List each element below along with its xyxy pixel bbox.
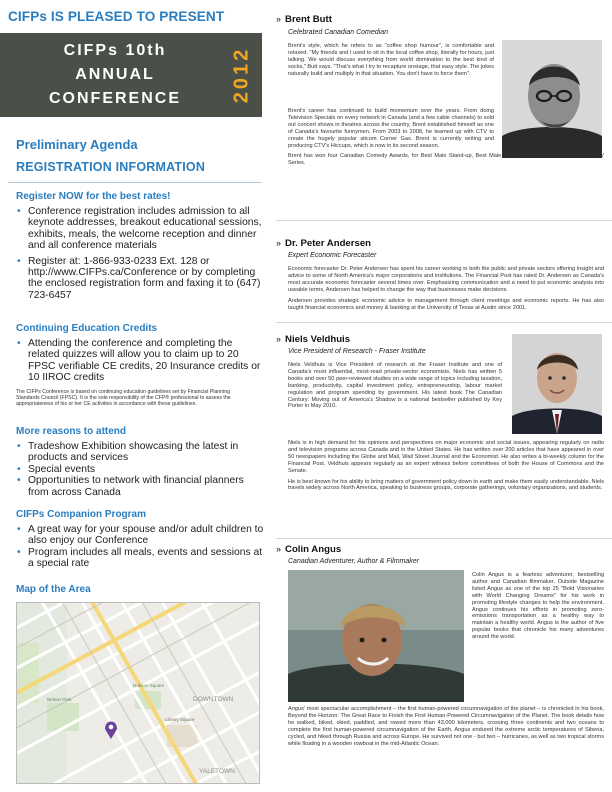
- speaker-photo-colin: [288, 570, 464, 702]
- speaker-bio-continued: [288, 440, 604, 496]
- speaker-bio: [288, 266, 604, 315]
- speaker-title: Canadian Adventurer, Author & Filmmaker: [288, 558, 419, 565]
- speaker-bio-continued: [288, 108, 604, 171]
- list-item: • A great way for your spouse and/or adult children to also enjoy our Conference: [16, 524, 266, 547]
- speaker-photo-niels: [512, 334, 602, 434]
- divider: [276, 322, 612, 323]
- pleased-to-present-heading: CIFPs IS PLEASED TO PRESENT: [8, 9, 225, 24]
- speaker-bio-continued: [288, 706, 604, 751]
- speaker-bio: [288, 362, 502, 414]
- speaker-name: [276, 334, 350, 345]
- speaker-name: [276, 238, 371, 249]
- map-graphic: [17, 603, 260, 784]
- arrow-icon: »: [276, 14, 282, 24]
- register-section: [16, 191, 266, 305]
- speaker-name: [276, 544, 341, 555]
- companion-section: [16, 509, 266, 570]
- list-item: • Tradeshow Exhibition showcasing the latest in products and services: [16, 441, 266, 464]
- registration-information-heading: REGISTRATION INFORMATION: [16, 160, 206, 174]
- list-item: • Program includes all meals, events and sessions at a special rate: [16, 547, 266, 570]
- bio-paragraph: Colin Angus is a fearless adventurer, bestselling author and Canadian filmmaker. Outside Magazine listed Angus as one of the top 25 "Bold Visionaries with World Changing Dreams" for his work in promoting lifestyle changes to help the environment. Angus continues his efforts in promoting zero-emissions transportation as a healthy way to maintain a healthy world. Angus is the author of five popular books that chronicle his many adventures around the world.: [472, 572, 604, 641]
- companion-heading: CIFPs Companion Program: [16, 509, 147, 520]
- speaker-title: Vice President of Research - Fraser Institute: [288, 348, 426, 355]
- list-item: • Conference registration includes admission to all keynote addresses, breakout educational sessions, exhibits, meals, the welcome reception and dinner and all conference materials: [16, 206, 266, 252]
- bio-paragraph: Angus' most spectacular accomplishment – the first human-powered circumnavigation of the planet – is chronicled in his book, Beyond the Horizon: The Great Race to Finish the First Human-Powered Circumnavigation of the Planet. The book details how he walked, biked, skied, paddled, and rowed more than 43,000 kilometers, crossing three continents and two oceans to complete the first human-powered circumnavigation of the Earth. Angus endured the extreme arctic temperatures of Siberia, cycled, and hiked through Russia and across Europe. He survived not one - but two – hurricanes, as well as two tropical storms while floating in a wooden rowboat in the mid-Atlantic Ocean.: [288, 706, 604, 747]
- bio-paragraph: Brent's style, which he refers to as "coffee shop humour", is comfortable and relaxed. "My friends and I used to sit in the local coffee shop, literally for hours, just talking. We would discuss everything from world domination to the best kind of socks," Butt says. "That's what I try to recapture onstage, that easy style. The jokes naturally build and multiply in that situation. You don't have to force them".: [288, 43, 494, 77]
- arrow-icon: »: [276, 544, 282, 554]
- arrow-icon: »: [276, 334, 282, 344]
- map-heading: Map of the Area: [16, 584, 91, 595]
- banner-line-3: CONFERENCE: [48, 90, 181, 107]
- ce-fine-print: The CIFPs Conference is based on continuing education guidelines set by Financial Planning Standards Council (FPSC). It is the sole responsibility of the CFP® professional to assess the appropriateness of his or her CE activities in accordance with these guidelines.: [16, 388, 231, 408]
- bio-paragraph: Brent's career has continued to build momentum over the years. From doing Television Specials on every network in Canada (and a few cable channels) to sold out concert shows in theatres across the country, Brent established himself as one of Canada's favourite funnymen. From 2003 to 2008, he teamed up with CTV to create the hugely popular sitcom Corner Gas. Brent is currently writing and producing CTV's Hiccups, which is now in its second season.: [288, 108, 494, 149]
- conference-banner: [0, 33, 262, 117]
- list-item: • Special events: [16, 464, 266, 475]
- speaker-name-text: Brent Butt: [285, 14, 332, 25]
- map-label-downtown: DOWNTOWN: [193, 696, 234, 703]
- speaker-title: Celebrated Canadian Comedian: [288, 29, 389, 36]
- bio-paragraph: Andersen provides strategic economic advice to management through client meetings and economic reports. He has also taught financial economics and money & banking at the University of Texas at Austin since 2001.: [288, 297, 604, 311]
- area-map[interactable]: [16, 602, 260, 784]
- register-heading: Register NOW for the best rates!: [16, 191, 171, 202]
- divider: [276, 538, 612, 539]
- ce-section: [16, 323, 266, 408]
- reasons-heading: More reasons to attend: [16, 426, 127, 437]
- map-section: [16, 584, 266, 599]
- map-label-nelson-park: Nelson Park: [47, 697, 72, 702]
- preliminary-agenda-heading: Preliminary Agenda: [16, 137, 138, 152]
- list-item: • Attending the conference and completing the related quizzes will allow you to claim up to 20 FPSC verifiable CE credits, 20 Insurance credits or 10 IIROC credits: [16, 338, 266, 384]
- speaker-name-text: Colin Angus: [285, 544, 342, 555]
- list-item: • Opportunities to network with financial planners from across Canada: [16, 475, 266, 498]
- bio-paragraph: Niels Veldhuis is Vice President of research at the Fraser Institute and one of Canada's most influential, most-read private-sector economists. Niels has written 5 books and over 50 peer-reviewed studies on a wide range of topics including taxation, banking, productivity, capital investment policy, entrepreneurship, labour market regulation and program spending by government. His latest book The Canadian Century: Moving out of America's Shadow is a national bestseller published by Key Porter in May 2010.: [288, 362, 502, 410]
- left-column: [0, 0, 266, 792]
- banner-line-2: ANNUAL: [75, 66, 155, 83]
- divider: [8, 182, 262, 183]
- speaker-name-text: Dr. Peter Andersen: [285, 238, 372, 249]
- bio-paragraph: Niels is in high demand for his opinions and perspectives on major economic and social issues, appearing regularly on radio and television programs across Canada and in the United States. He has written over 200 articles that have appeared in over 50 newspapers including the Globe and Mail, Wall Street Journal and the Economist. He also writes a bi-weekly column for the Financial Post. Veldhuis appears regularly as an expert witness before committees of both the House of Commons and the Senate.: [288, 440, 604, 474]
- bio-paragraph: Economic forecaster Dr. Peter Andersen has spent his career working in both the public and private sectors offering insight and advice to some of North America's major corporations and institutions. The Financial Post has rated Dr. Andersen as Canada's most accurate economic forecaster several times over. Emphasizing communication and a need to put economic analysis into useable terms, Andersen has helped to change the way that businesses make decisions.: [288, 266, 604, 293]
- speaker-bio: [472, 572, 604, 645]
- ce-heading: Continuing Education Credits: [16, 323, 158, 334]
- arrow-icon: »: [276, 238, 282, 248]
- year-text: 2012: [230, 46, 253, 104]
- right-column: [268, 0, 612, 792]
- banner-text: [8, 39, 222, 111]
- speaker-title: Expert Economic Forecaster: [288, 252, 377, 259]
- bio-paragraph: He is best known for his ability to bring matters of government policy down to earth and make them easily understandable. Niels travels widely across North America, speaking to business groups, corporate gatherings, voluntary organizations, and students.: [288, 478, 604, 492]
- speaker-name-text: Niels Veldhuis: [285, 334, 351, 345]
- reasons-section: [16, 426, 266, 498]
- banner-year: [232, 41, 252, 109]
- map-label-library: Library Square: [165, 717, 195, 722]
- divider: [276, 220, 612, 221]
- banner-line-1: CIFPs 10th: [63, 42, 167, 59]
- speaker-bio: [288, 43, 494, 82]
- speaker-name: [276, 14, 332, 25]
- map-label-robson: Robson Square: [133, 683, 165, 688]
- map-label-yaletown: YALETOWN: [199, 768, 235, 775]
- bio-paragraph: Brent has won four Canadian Comedy Awards, for Best Male Stand-up, Best Male TV Performance and Best Writing - TV Series.: [288, 153, 604, 167]
- list-item: • Register at: 1-866-933-0233 Ext. 128 or http://www.CIFPs.ca/Conference or by completing the enclosed registration form and faxing it to (647) 723-6457: [16, 256, 266, 302]
